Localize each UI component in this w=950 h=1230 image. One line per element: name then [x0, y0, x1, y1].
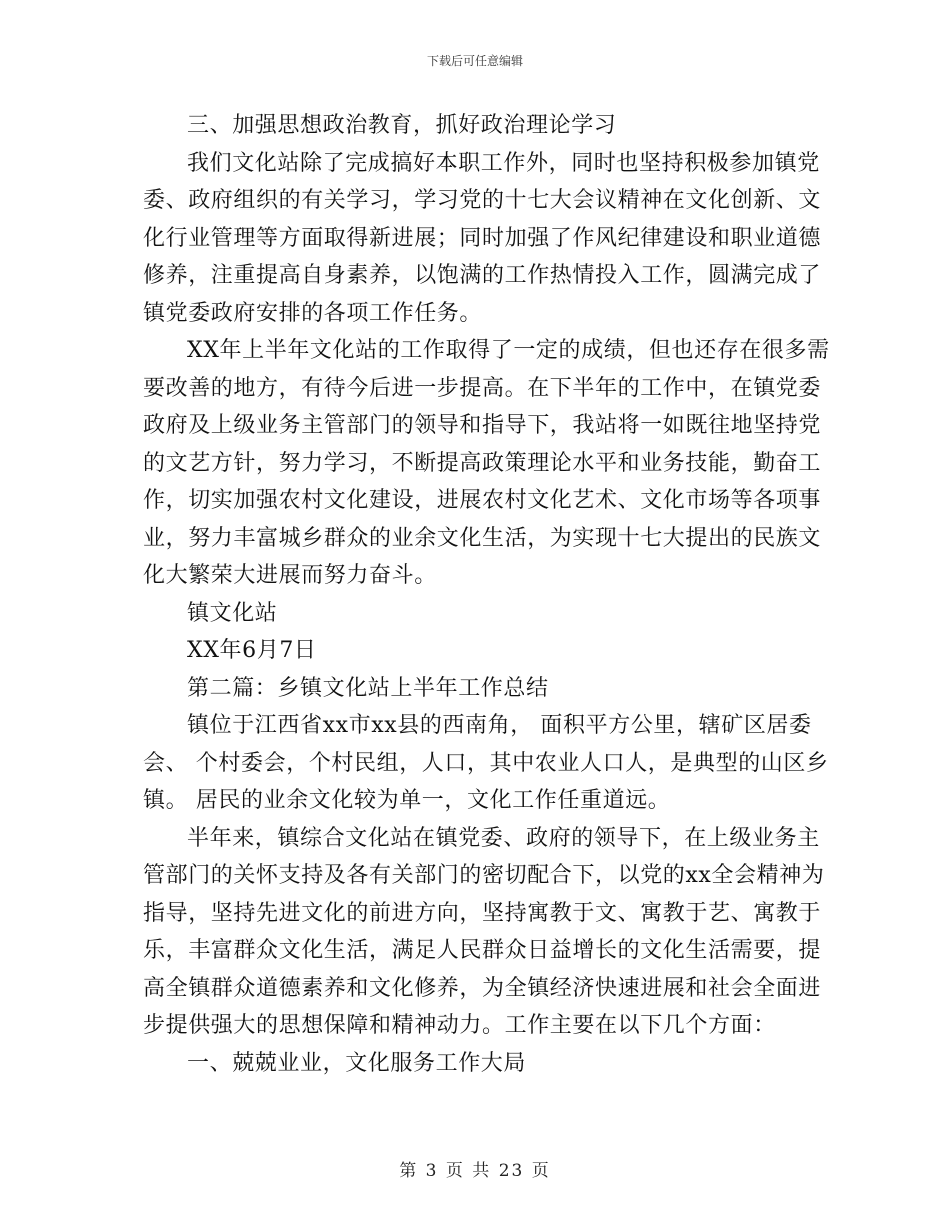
text-line: 镇。 居民的业余文化较为单一，文化工作任重道远。 — [143, 788, 671, 813]
text-line: 要改善的地方，有待今后进一步提高。在下半年的工作中，在镇党委 — [143, 375, 822, 401]
text-line: 乐，丰富群众文化生活，满足人民群众日益增长的文化生活需要，提 — [143, 938, 822, 963]
text-line: 第二篇：乡镇文化站上半年工作总结 — [187, 675, 549, 701]
text-line: 管部门的关怀支持及各有关部门的密切配合下，以党的xx全会精神为 — [143, 863, 825, 888]
text-line: 我们文化站除了完成搞好本职工作外，同时也坚持积极参加镇党 — [187, 150, 820, 176]
text-line: 化大繁荣大进展而努力奋斗。 — [143, 563, 437, 588]
text-line: 高全镇群众道德素养和文化修养，为全镇经济快速进展和社会全面进 — [143, 975, 822, 1001]
text-line: 化行业管理等方面取得新进展；同时加强了作风纪律建设和职业道德 — [143, 225, 822, 251]
text-line: 三、加强思想政治教育，抓好政治理论学习 — [187, 113, 617, 138]
text-line: 镇位于江西省xx市xx县的西南角， 面积平方公里，辖矿区居委 — [187, 713, 812, 738]
text-line: 镇文化站 — [187, 600, 278, 626]
text-line: 步提供强大的思想保障和精神动力。工作主要在以下几个方面： — [143, 1013, 776, 1038]
document-body — [143, 107, 830, 1082]
text-line: 会、 个村委会，个村民组，人口，其中农业人口人，是典型的山区乡 — [143, 750, 829, 776]
text-line: XX年上半年文化站的工作取得了一定的成绩，但也还存在很多需 — [187, 338, 830, 363]
text-line: 委、政府组织的有关学习，学习党的十七大会议精神在文化创新、文 — [143, 188, 822, 213]
text-line: 镇党委政府安排的各项工作任务。 — [143, 300, 483, 326]
text-line: 作，切实加强农村文化建设，进展农村文化艺术、文化市场等各项事 — [143, 488, 822, 513]
text-line: 半年来，镇综合文化站在镇党委、政府的领导下，在上级业务主 — [187, 825, 820, 851]
text-line: 一、兢兢业业，文化服务工作大局 — [187, 1050, 527, 1076]
text-line: 指导，坚持先进文化的前进方向，坚持寓教于文、寓教于艺、寓教于 — [143, 900, 822, 926]
page-header: 下载后可任意编辑 — [426, 54, 523, 68]
page-footer: 第 3 页 共 23 页 — [399, 1161, 551, 1181]
text-line: 修养，注重提高自身素养，以饱满的工作热情投入工作，圆满完成了 — [143, 263, 822, 288]
text-line: 的文艺方针，努力学习，不断提高政策理论水平和业务技能，勤奋工 — [143, 450, 822, 476]
text-line: 业，努力丰富城乡群众的业余文化生活，为实现十七大提出的民族文 — [143, 525, 822, 551]
text-line: 政府及上级业务主管部门的领导和指导下，我站将一如既往地坚持党 — [143, 413, 822, 438]
text-line: XX年6月7日 — [187, 638, 317, 663]
